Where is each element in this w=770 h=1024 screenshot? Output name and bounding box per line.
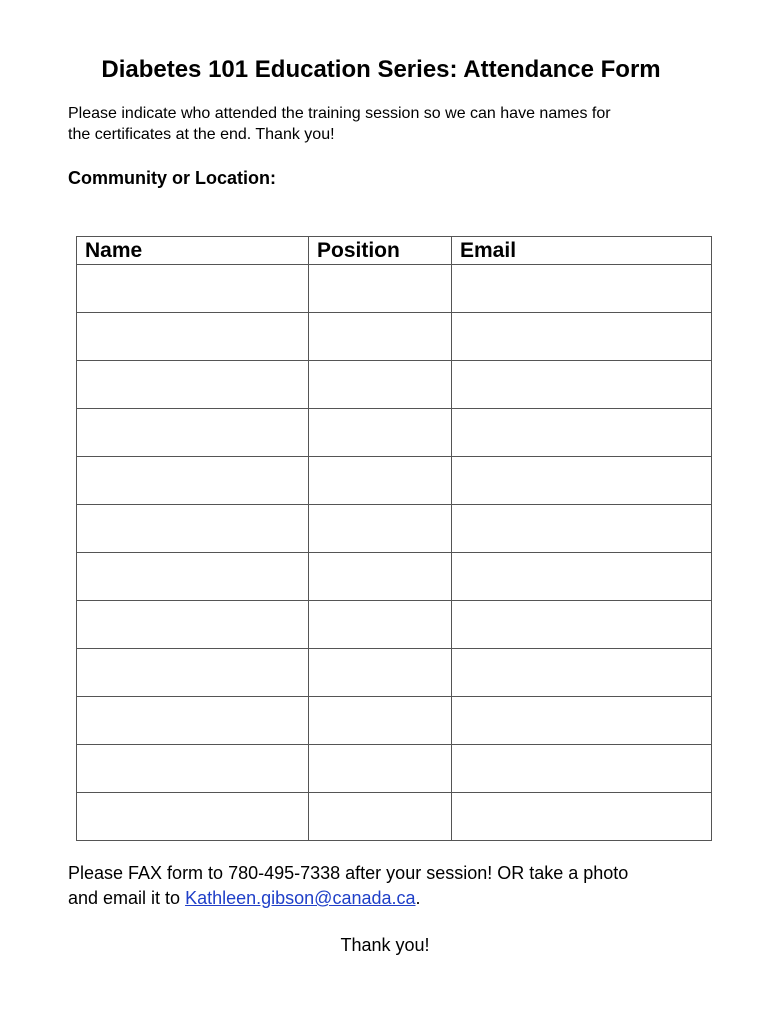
table-row xyxy=(77,649,712,697)
table-row xyxy=(77,745,712,793)
name-cell[interactable] xyxy=(77,649,309,697)
email-cell[interactable] xyxy=(452,361,712,409)
closing-thank-you: Thank you! xyxy=(340,935,430,955)
name-cell[interactable] xyxy=(77,697,309,745)
email-cell[interactable] xyxy=(452,265,712,313)
email-cell[interactable] xyxy=(452,649,712,697)
position-cell[interactable] xyxy=(309,745,452,793)
email-cell[interactable] xyxy=(452,457,712,505)
email-cell[interactable] xyxy=(452,697,712,745)
attendance-table xyxy=(76,236,712,841)
header-email: Email xyxy=(452,237,712,265)
name-cell[interactable] xyxy=(77,601,309,649)
fax-line-2-prefix: and email it to xyxy=(68,888,186,908)
form-title: Diabetes 101 Education Series: Attendance Form xyxy=(101,56,661,83)
fax-line-2 xyxy=(68,886,758,911)
intro-line-1: Please indicate who attended the training session so we can have names for xyxy=(68,105,611,122)
position-cell[interactable] xyxy=(309,649,452,697)
position-cell[interactable] xyxy=(309,361,452,409)
position-cell[interactable] xyxy=(309,601,452,649)
name-cell[interactable] xyxy=(77,505,309,553)
table-row xyxy=(77,409,712,457)
email-cell[interactable] xyxy=(452,745,712,793)
email-cell[interactable] xyxy=(452,505,712,553)
name-cell[interactable] xyxy=(77,553,309,601)
community-location-label: Community or Location: xyxy=(68,168,276,188)
email-cell[interactable] xyxy=(452,313,712,361)
name-cell[interactable] xyxy=(77,793,309,841)
table-row xyxy=(77,265,712,313)
table-header-row xyxy=(77,237,712,265)
position-cell[interactable] xyxy=(309,793,452,841)
table-row xyxy=(77,457,712,505)
position-cell[interactable] xyxy=(309,313,452,361)
name-cell[interactable] xyxy=(77,745,309,793)
header-position: Position xyxy=(309,237,452,265)
name-cell[interactable] xyxy=(77,313,309,361)
email-cell[interactable] xyxy=(452,601,712,649)
table-row xyxy=(77,313,712,361)
table-row xyxy=(77,601,712,649)
table-row xyxy=(77,505,712,553)
fax-line-2-suffix: . xyxy=(415,888,421,908)
fax-line-1: Please FAX form to 780-495-7338 after your session! OR take a photo xyxy=(68,863,629,883)
position-cell[interactable] xyxy=(309,697,452,745)
name-cell[interactable] xyxy=(77,265,309,313)
intro-line-2: the certificates at the end. Thank you! xyxy=(68,126,335,143)
name-cell[interactable] xyxy=(77,361,309,409)
header-name: Name xyxy=(77,237,309,265)
table-row xyxy=(77,697,712,745)
name-cell[interactable] xyxy=(77,457,309,505)
position-cell[interactable] xyxy=(309,457,452,505)
email-cell[interactable] xyxy=(452,793,712,841)
position-cell[interactable] xyxy=(309,553,452,601)
position-cell[interactable] xyxy=(309,409,452,457)
position-cell[interactable] xyxy=(309,505,452,553)
table-row xyxy=(77,553,712,601)
contact-email-link[interactable]: Kathleen.gibson@canada.ca xyxy=(185,888,416,908)
email-cell[interactable] xyxy=(452,553,712,601)
position-cell[interactable] xyxy=(309,265,452,313)
fax-instructions xyxy=(68,861,758,911)
table-row xyxy=(77,793,712,841)
email-cell[interactable] xyxy=(452,409,712,457)
intro-text xyxy=(68,103,708,145)
table-row xyxy=(77,361,712,409)
attendance-table-body xyxy=(77,265,712,841)
name-cell[interactable] xyxy=(77,409,309,457)
